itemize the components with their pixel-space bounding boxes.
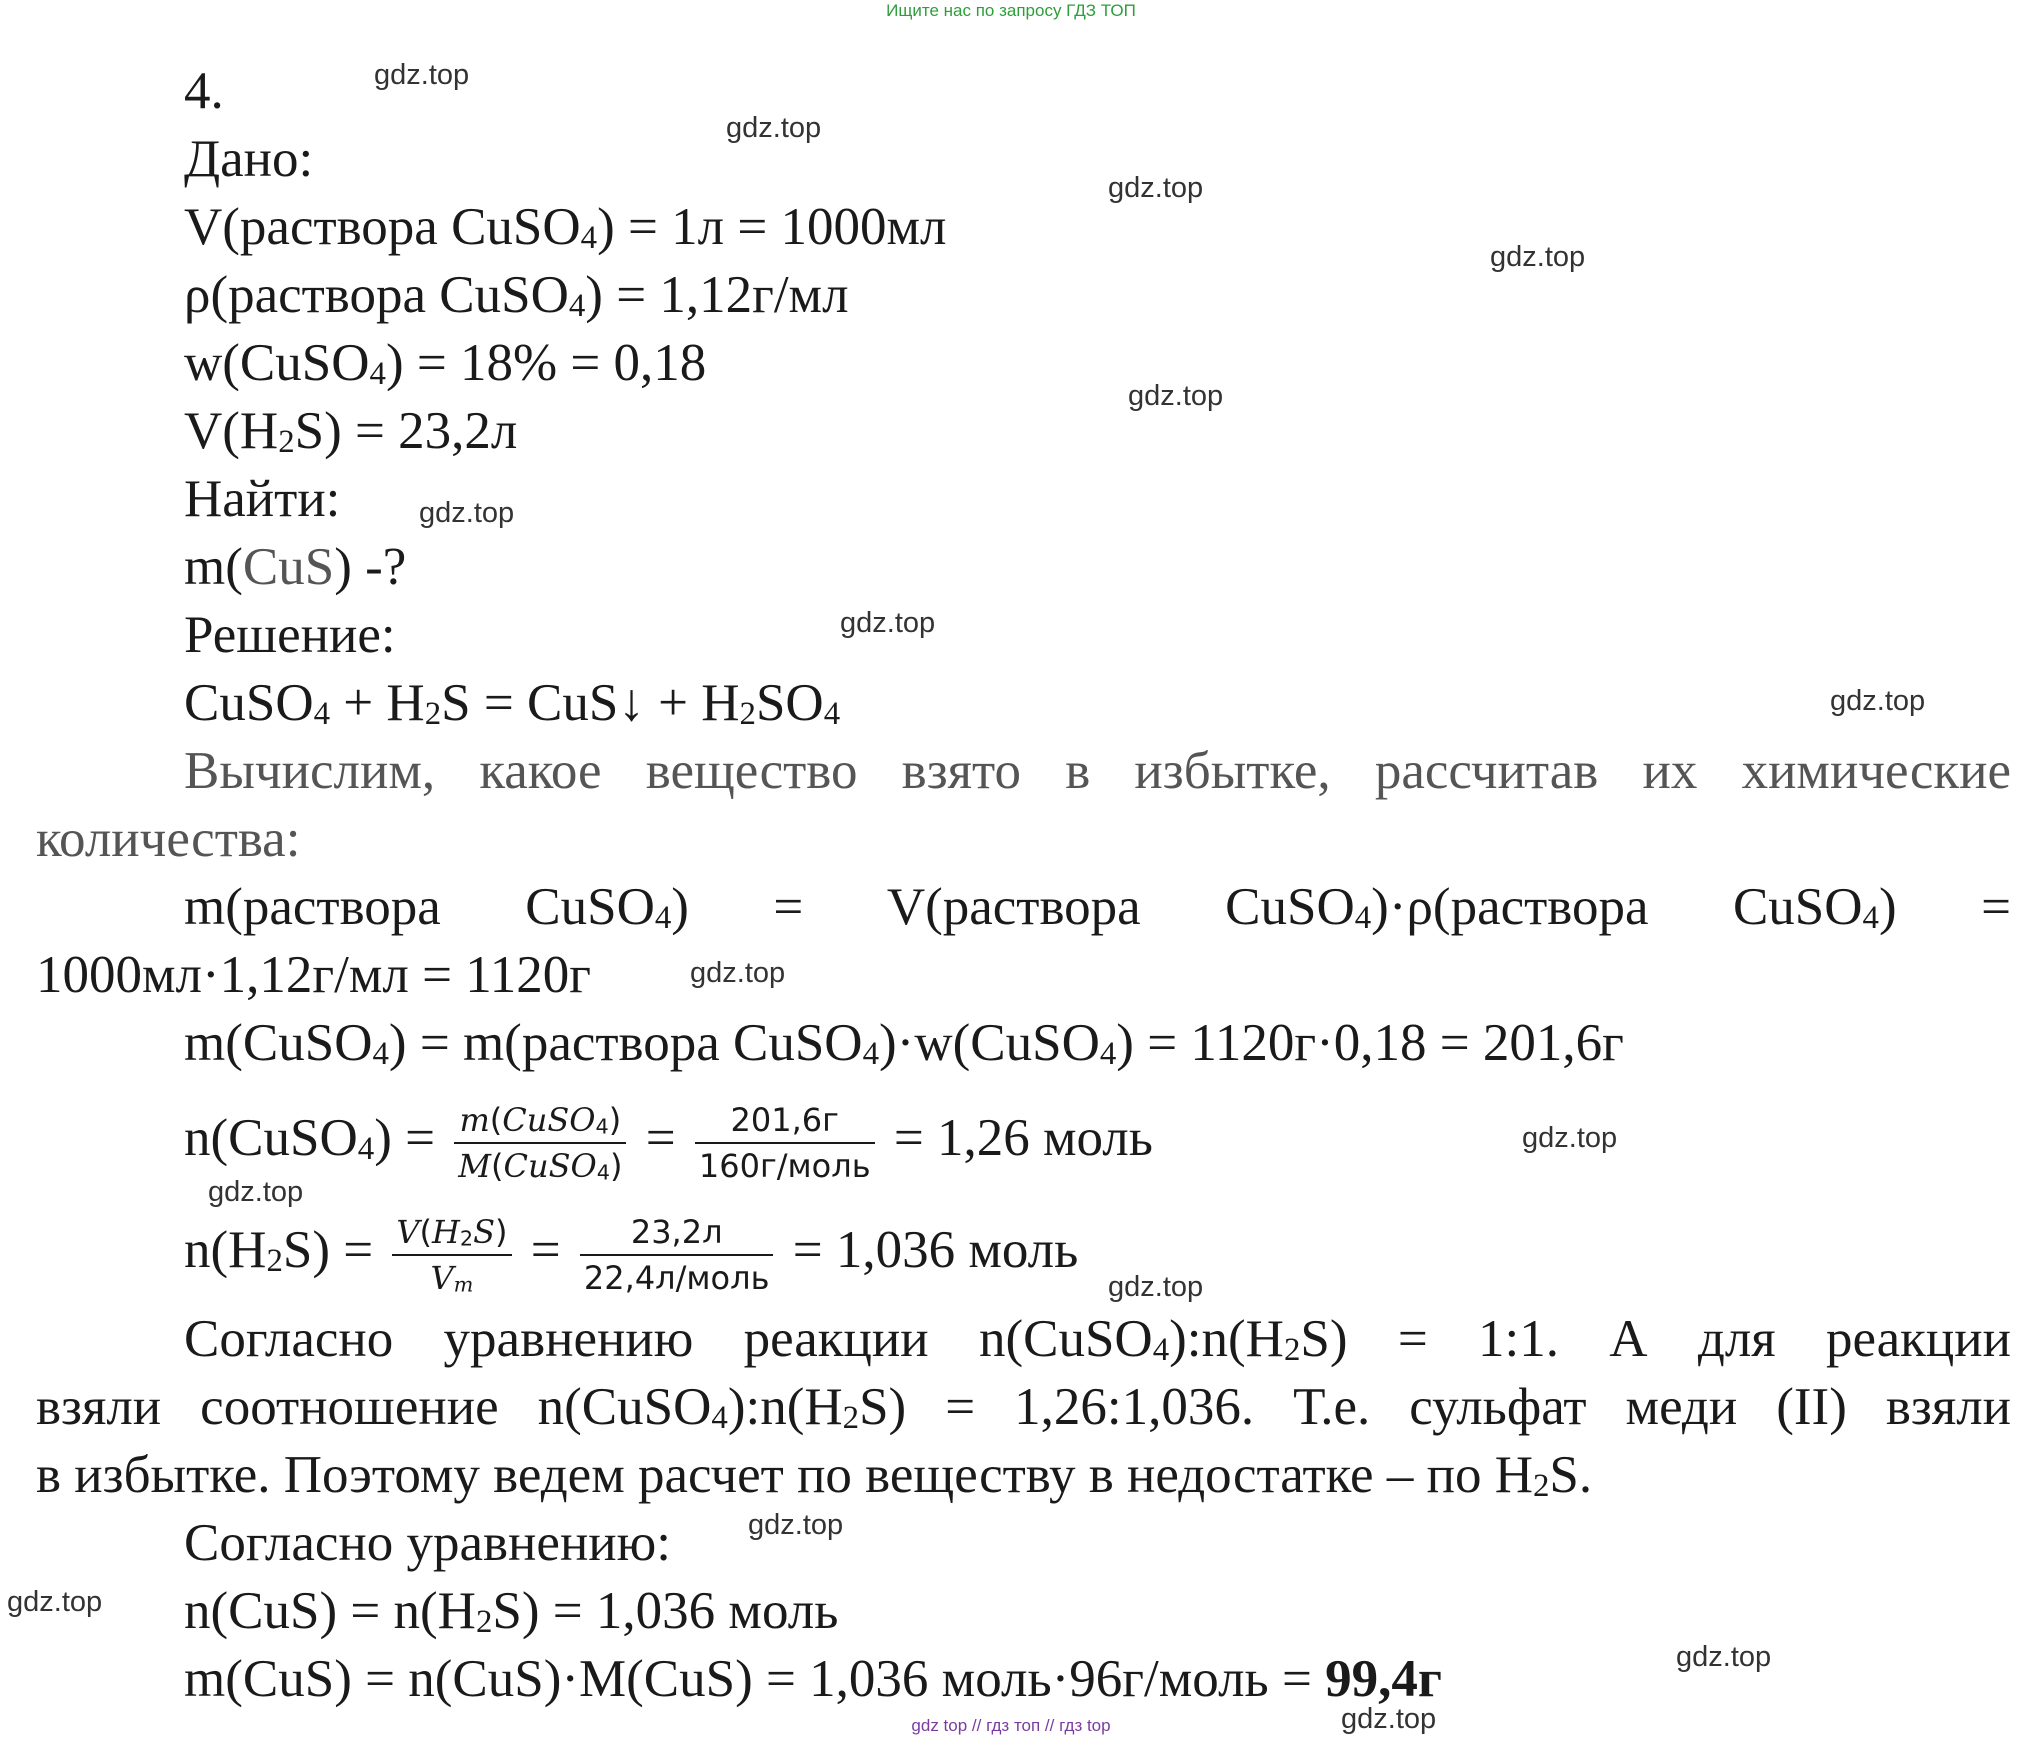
problem-number: 4. — [184, 62, 224, 120]
given-h2s-volume: $V(H_2S) = 23,2л$ — [184, 402, 518, 460]
cus-moles: $n(CuS) = n(H_2S) = 1,036$ моль — [184, 1582, 839, 1640]
watermark: gdz.top — [1676, 1641, 1772, 1673]
watermark: gdz.top — [7, 1586, 103, 1618]
watermark: gdz.top — [208, 1176, 304, 1208]
top-banner: Ищите нас по запросу ГДЗ ТОП — [886, 1, 1136, 20]
given-heading: Дано: — [184, 130, 314, 188]
watermark: gdz.top — [1341, 1703, 1437, 1735]
given-mass-fraction: w(CuSO$_4$) = 18% = 0,18 — [184, 334, 707, 392]
solution-mass-line1: m(раствора CuSO$_4$) = V(раствора CuSO$_4$)·ρ(раствора CuSO$_4$) = — [184, 878, 2011, 936]
watermark: gdz.top — [1830, 685, 1926, 717]
cuso4-moles: n(CuSO$_4$) = $\frac{m(CuSO_4)}{M(CuSO_4)}$ = $\frac{201,6г}{\text{160г/моль}}$ = 1,26 моль — [184, 1098, 1153, 1188]
fraction: $\frac{m(CuSO_4)}{M(CuSO_4)}$ — [454, 1098, 626, 1188]
watermark: gdz.top — [1128, 380, 1224, 412]
ratio-line1: Согласно уравнению реакции $n(CuSO_4):n(H_2S)$ = 1:1. А для реакции — [184, 1310, 2011, 1368]
ratio-line3: в избытке. Поэтому ведем расчет по веществу в недостатке – по $H_2S$. — [36, 1446, 1593, 1504]
watermark: gdz.top — [1522, 1122, 1618, 1154]
watermark: gdz.top — [690, 957, 786, 989]
fraction: $\frac{201,6г}{\text{160г/моль}}$ — [695, 1098, 875, 1188]
watermark: gdz.top — [419, 497, 515, 529]
watermark: gdz.top — [840, 607, 936, 639]
solution-heading: Решение: — [184, 606, 396, 664]
final-answer: 99,4г — [1325, 1650, 1442, 1708]
given-solution-density: ρ(раствора CuSO$_4$) = 1,12г/мл — [184, 266, 849, 324]
watermark: gdz.top — [1490, 241, 1586, 273]
watermark: gdz.top — [1108, 172, 1204, 204]
reaction-equation: CuSO$_4$ + $H_2S$ = CuS↓ + $H_2SO_4$ — [184, 674, 841, 732]
cuso4-mass: m(CuSO$_4$) = m(раствора CuSO$_4$)·w(CuSO$_4$) = 1120г·0,18 = 201,6г — [184, 1014, 1624, 1072]
watermark: gdz.top — [1108, 1271, 1204, 1303]
fraction: $\frac{23,2л}{\text{22,4л/моль}}$ — [580, 1210, 774, 1300]
cus-mass: m(CuS) = n(CuS)·M(CuS) = 1,036 моль·96г/моль = 99,4г — [184, 1650, 1442, 1708]
given-solution-volume: V(раствора CuSO$_4$) = 1л = 1000мл — [184, 198, 947, 256]
find-target: m(CuS) -? — [184, 538, 407, 596]
compute-intro-line2: количества: — [36, 810, 301, 868]
fraction: $\frac{V(H_2S)}{V_m}$ — [392, 1210, 511, 1300]
find-heading: Найти: — [184, 470, 341, 528]
solution-mass-line2: 1000мл·1,12г/мл = 1120г — [36, 946, 591, 1004]
bottom-banner: gdz top // гдз топ // гдз top — [911, 1716, 1111, 1735]
h2s-moles: $n(H_2S)$ = $\frac{V(H_2S)}{V_m}$ = $\frac{23,2л}{\text{22,4л/моль}}$ = 1,036 моль — [184, 1210, 1078, 1300]
ratio-line2: взяли соотношение $n(CuSO_4):n(H_2S)$ = 1,26:1,036. Т.е. сульфат меди (II) взяли — [36, 1378, 2012, 1436]
watermark: gdz.top — [374, 59, 470, 91]
compute-intro-line1: Вычислим, какое вещество взято в избытке, рассчитав их химические — [184, 742, 2011, 800]
watermark: gdz.top — [748, 1509, 844, 1541]
per-equation-heading: Согласно уравнению: — [184, 1514, 671, 1572]
watermark: gdz.top — [726, 112, 822, 144]
